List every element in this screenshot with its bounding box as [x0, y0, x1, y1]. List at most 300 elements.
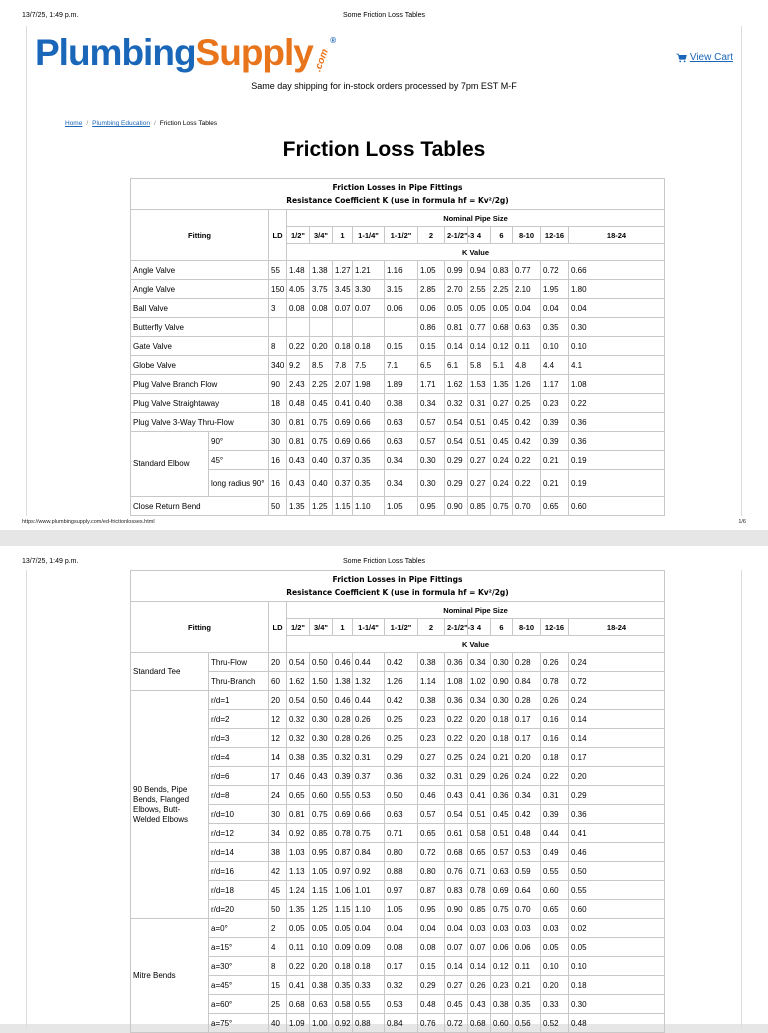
k-value: 0.07	[445, 938, 468, 957]
print-datetime: 13/7/25, 1:49 p.m.	[22, 12, 79, 19]
table-row	[131, 843, 665, 862]
k-value: 0.45	[491, 413, 513, 432]
k-value: 0.26	[541, 653, 569, 672]
k-value: 0.36	[569, 432, 665, 451]
k-value: 0.41	[287, 976, 310, 995]
k-value: 0.68	[287, 995, 310, 1014]
k-value: 0.17	[513, 729, 541, 748]
k-value: 0.68	[491, 318, 513, 337]
table-row	[131, 280, 665, 299]
k-value: 0.14	[569, 729, 665, 748]
table-row	[131, 1014, 665, 1033]
k-value: 0.72	[569, 672, 665, 691]
k-value: 0.22	[287, 957, 310, 976]
k-value: 0.46	[569, 843, 665, 862]
k-value: 0.28	[513, 653, 541, 672]
ld-value: 42	[269, 862, 287, 881]
k-value: 0.88	[353, 1014, 385, 1033]
k-value: 2.25	[491, 280, 513, 299]
k-value: 0.92	[287, 824, 310, 843]
k-value: 0.94	[468, 261, 491, 280]
fitting-group-name: Mitre Bends	[131, 919, 209, 1033]
fitting-group-name: Standard Tee	[131, 653, 209, 691]
fitting-subtype: Thru-Branch	[209, 672, 269, 691]
k-value: 0.60	[541, 881, 569, 900]
k-value: 2.55	[468, 280, 491, 299]
fitting-group-name: 90 Bends, Pipe Bends, Flanged Elbows, Butt-Welded Elbows	[131, 691, 209, 919]
k-value: 0.92	[353, 862, 385, 881]
k-value: 0.87	[418, 881, 445, 900]
k-value: 0.22	[569, 394, 665, 413]
breadcrumb-separator: /	[153, 120, 156, 127]
k-value: 0.43	[310, 767, 333, 786]
nominal-size-header: Nominal Pipe Size	[287, 210, 665, 227]
k-value: 1.00	[310, 1014, 333, 1033]
k-value: 0.26	[468, 976, 491, 995]
k-value: 0.30	[569, 318, 665, 337]
k-value: 5.8	[468, 356, 491, 375]
table-row	[131, 451, 665, 470]
k-value: 0.20	[468, 729, 491, 748]
k-value: 1.26	[385, 672, 418, 691]
k-value: 0.86	[418, 318, 445, 337]
size-header: 4	[468, 227, 491, 244]
k-value: 0.24	[491, 451, 513, 470]
k-value: 0.42	[385, 691, 418, 710]
k-value: 0.38	[491, 995, 513, 1014]
k-value: 0.29	[445, 451, 468, 470]
k-value: 3.45	[333, 280, 353, 299]
k-value	[385, 318, 418, 337]
k-value: 1.62	[287, 672, 310, 691]
k-value: 0.22	[513, 470, 541, 497]
k-value: 0.14	[445, 337, 468, 356]
k-value: 0.21	[513, 976, 541, 995]
fitting-name: Gate Valve	[131, 337, 269, 356]
header-row	[131, 602, 665, 619]
k-value: 1.15	[333, 900, 353, 919]
fitting-name: Plug Valve 3-Way Thru-Flow	[131, 413, 269, 432]
table-row	[131, 337, 665, 356]
ld-value: 30	[269, 432, 287, 451]
k-value: 0.44	[353, 653, 385, 672]
table-row	[131, 881, 665, 900]
k-value: 0.33	[541, 995, 569, 1014]
k-value: 0.78	[468, 881, 491, 900]
fitting-subtype: r/d=14	[209, 843, 269, 862]
k-value: 0.71	[468, 862, 491, 881]
table-caption	[131, 179, 665, 210]
k-value: 0.32	[445, 394, 468, 413]
breadcrumb-separator: /	[86, 120, 89, 127]
k-value: 0.40	[310, 470, 333, 497]
table-row	[131, 976, 665, 995]
k-value: 6.1	[445, 356, 468, 375]
fitting-name: Plug Valve Branch Flow	[131, 375, 269, 394]
table-caption-title: Friction Losses in Pipe Fittings	[332, 183, 463, 192]
k-value: 1.95	[541, 280, 569, 299]
k-value: 1.06	[333, 881, 353, 900]
k-value: 0.10	[569, 957, 665, 976]
ld-value: 17	[269, 767, 287, 786]
k-value: 0.53	[385, 995, 418, 1014]
k-value	[353, 318, 385, 337]
table-row	[131, 995, 665, 1014]
k-value: 0.17	[513, 710, 541, 729]
k-value: 0.97	[333, 862, 353, 881]
k-value: 0.11	[513, 337, 541, 356]
k-value: 4.1	[569, 356, 665, 375]
k-value: 0.05	[310, 919, 333, 938]
header-row	[131, 210, 665, 227]
k-value: 0.05	[569, 938, 665, 957]
k-value: 0.50	[310, 691, 333, 710]
k-value: 0.84	[513, 672, 541, 691]
k-value: 0.46	[333, 653, 353, 672]
k-value: 0.12	[491, 957, 513, 976]
k-value: 1.25	[310, 497, 333, 516]
k-value: 0.66	[353, 432, 385, 451]
k-value: 0.20	[310, 337, 333, 356]
k-value: 0.41	[569, 824, 665, 843]
fitting-subtype: r/d=8	[209, 786, 269, 805]
k-value: 0.65	[418, 824, 445, 843]
ld-value: 2	[269, 919, 287, 938]
k-value: 0.50	[385, 786, 418, 805]
k-value: 0.30	[310, 729, 333, 748]
breadcrumb-current: Friction Loss Tables	[159, 120, 218, 127]
table-row	[131, 261, 665, 280]
k-value: 0.29	[445, 470, 468, 497]
size-header: 6	[491, 227, 513, 244]
size-header: 4	[468, 619, 491, 636]
k-value: 1.50	[310, 672, 333, 691]
k-value: 7.8	[333, 356, 353, 375]
k-value: 0.84	[353, 843, 385, 862]
k-value: 0.34	[468, 653, 491, 672]
k-value: 0.10	[541, 337, 569, 356]
k-value: 1.25	[310, 900, 333, 919]
k-value: 0.65	[287, 786, 310, 805]
k-value: 0.31	[353, 748, 385, 767]
k-value: 0.04	[513, 299, 541, 318]
k-value: 0.43	[287, 451, 310, 470]
k-value: 4.8	[513, 356, 541, 375]
k-value: 0.37	[333, 470, 353, 497]
k-value: 0.50	[310, 653, 333, 672]
print-header	[0, 12, 768, 26]
k-value: 7.1	[385, 356, 418, 375]
table-row	[131, 862, 665, 881]
k-value: 0.31	[468, 394, 491, 413]
k-value: 1.15	[310, 881, 333, 900]
k-value: 0.32	[287, 710, 310, 729]
k-value: 1.03	[287, 843, 310, 862]
k-value: 0.29	[418, 976, 445, 995]
k-value: 0.29	[468, 767, 491, 786]
size-header: 12-16	[541, 619, 569, 636]
fitting-subtype: 90°	[209, 432, 269, 451]
k-value: 0.60	[569, 497, 665, 516]
k-value: 0.63	[385, 432, 418, 451]
ld-value: 24	[269, 786, 287, 805]
ld-value: 55	[269, 261, 287, 280]
fitting-subtype: r/d=1	[209, 691, 269, 710]
k-value: 1.10	[353, 900, 385, 919]
fitting-subtype: r/d=3	[209, 729, 269, 748]
k-value: 0.39	[541, 413, 569, 432]
k-value: 1.10	[353, 497, 385, 516]
k-value: 0.30	[491, 653, 513, 672]
k-value: 0.23	[541, 394, 569, 413]
ld-value: 20	[269, 691, 287, 710]
ld-value: 30	[269, 413, 287, 432]
fitting-subtype: a=75°	[209, 1014, 269, 1033]
k-value: 0.04	[418, 919, 445, 938]
table-row	[131, 672, 665, 691]
table-row	[131, 691, 665, 710]
kvalue-header: K Value	[287, 244, 665, 261]
k-value: 0.31	[445, 767, 468, 786]
k-value: 0.95	[418, 497, 445, 516]
k-value: 0.36	[385, 767, 418, 786]
page-content	[26, 26, 742, 516]
k-value: 0.18	[491, 729, 513, 748]
page-content	[26, 570, 742, 1030]
k-value: 0.83	[491, 261, 513, 280]
k-value: 0.50	[569, 862, 665, 881]
k-value: 0.16	[541, 729, 569, 748]
fitting-subtype: long radius 90°	[209, 470, 269, 497]
table-row	[131, 470, 665, 497]
k-value: 0.30	[418, 470, 445, 497]
k-value: 0.20	[310, 957, 333, 976]
k-value: 0.02	[569, 919, 665, 938]
k-value: 1.35	[491, 375, 513, 394]
size-header: 3/4"	[310, 227, 333, 244]
size-header: 8-10	[513, 227, 541, 244]
fitting-name: Globe Valve	[131, 356, 269, 375]
table-caption-title: Friction Losses in Pipe Fittings	[332, 575, 463, 584]
k-value: 0.36	[569, 413, 665, 432]
k-value: 0.41	[333, 394, 353, 413]
size-header: 1	[333, 619, 353, 636]
view-cart-link[interactable]	[676, 52, 733, 63]
k-value: 0.90	[445, 900, 468, 919]
k-value: 1.38	[333, 672, 353, 691]
k-value: 0.75	[353, 824, 385, 843]
table-row	[131, 653, 665, 672]
k-value: 0.15	[385, 337, 418, 356]
k-value: 2.10	[513, 280, 541, 299]
ld-header: LD	[269, 210, 287, 261]
k-value: 1.26	[513, 375, 541, 394]
k-value: 0.68	[468, 1014, 491, 1033]
k-value: 0.23	[418, 729, 445, 748]
k-value: 0.37	[333, 451, 353, 470]
k-value: 0.07	[353, 299, 385, 318]
k-value: 0.42	[513, 805, 541, 824]
k-value: 0.66	[569, 261, 665, 280]
k-value: 0.65	[468, 843, 491, 862]
print-title: Some Friction Loss Tables	[343, 558, 425, 565]
k-value: 0.25	[385, 710, 418, 729]
k-value: 0.20	[468, 710, 491, 729]
fitting-subtype: r/d=20	[209, 900, 269, 919]
k-value: 0.29	[569, 786, 665, 805]
k-value: 0.75	[310, 413, 333, 432]
k-value: 0.99	[445, 261, 468, 280]
size-header: 2-1/2"-3	[445, 227, 468, 244]
k-value: 0.32	[333, 748, 353, 767]
k-value: 0.19	[569, 470, 665, 497]
k-value	[310, 318, 333, 337]
page-title: Friction Loss Tables	[282, 138, 486, 161]
k-value: 0.51	[491, 824, 513, 843]
size-header: 8-10	[513, 619, 541, 636]
k-value: 0.51	[468, 805, 491, 824]
fitting-group-name: Standard Elbow	[131, 432, 209, 497]
logo-accent-text: Supply	[195, 32, 313, 73]
k-value: 0.38	[418, 691, 445, 710]
k-value: 0.52	[541, 1014, 569, 1033]
k-value: 0.70	[513, 900, 541, 919]
k-value: 0.81	[287, 805, 310, 824]
k-value: 0.35	[310, 748, 333, 767]
kvalue-header: K Value	[287, 636, 665, 653]
table-row	[131, 938, 665, 957]
site-logo[interactable]	[35, 32, 341, 74]
k-value: 0.24	[569, 691, 665, 710]
fitting-name: Angle Valve	[131, 261, 269, 280]
k-value: 7.5	[353, 356, 385, 375]
k-value: 0.51	[468, 413, 491, 432]
k-value: 0.03	[541, 919, 569, 938]
k-value: 0.80	[418, 862, 445, 881]
k-value: 0.34	[385, 451, 418, 470]
k-value: 0.42	[513, 413, 541, 432]
k-value: 0.77	[468, 318, 491, 337]
k-value: 0.48	[287, 394, 310, 413]
k-value: 0.53	[353, 786, 385, 805]
k-value: 2.70	[445, 280, 468, 299]
k-value: 0.35	[353, 470, 385, 497]
fitting-subtype: 45°	[209, 451, 269, 470]
k-value: 0.08	[385, 938, 418, 957]
k-value: 0.58	[468, 824, 491, 843]
k-value: 1.80	[569, 280, 665, 299]
k-value: 0.90	[491, 672, 513, 691]
k-value: 0.72	[418, 843, 445, 862]
k-value: 0.35	[513, 995, 541, 1014]
k-value: 0.60	[569, 900, 665, 919]
k-value: 0.45	[491, 805, 513, 824]
k-value: 0.54	[445, 432, 468, 451]
ld-value: 3	[269, 299, 287, 318]
ld-value: 16	[269, 470, 287, 497]
k-value: 0.07	[468, 938, 491, 957]
k-value: 0.46	[287, 767, 310, 786]
k-value: 0.63	[310, 995, 333, 1014]
k-value: 0.09	[353, 938, 385, 957]
k-value: 0.43	[287, 470, 310, 497]
k-value: 0.18	[569, 976, 665, 995]
k-value: 0.76	[445, 862, 468, 881]
k-value: 0.03	[491, 919, 513, 938]
k-value: 1.24	[287, 881, 310, 900]
k-value: 1.62	[445, 375, 468, 394]
k-value: 0.20	[513, 748, 541, 767]
k-value: 0.18	[353, 957, 385, 976]
k-value: 0.22	[445, 729, 468, 748]
k-value: 0.23	[418, 710, 445, 729]
k-value: 0.54	[287, 653, 310, 672]
k-value: 0.92	[333, 1014, 353, 1033]
k-value: 0.59	[513, 862, 541, 881]
k-value: 0.18	[353, 337, 385, 356]
k-value: 1.14	[418, 672, 445, 691]
ld-value: 50	[269, 900, 287, 919]
fitting-subtype: r/d=10	[209, 805, 269, 824]
k-value: 0.40	[353, 394, 385, 413]
fitting-subtype: r/d=4	[209, 748, 269, 767]
k-value: 1.05	[385, 497, 418, 516]
k-value: 0.69	[333, 432, 353, 451]
table-row	[131, 786, 665, 805]
k-value: 0.03	[468, 919, 491, 938]
k-value: 1.32	[353, 672, 385, 691]
k-value: 0.05	[287, 919, 310, 938]
size-header: 2	[418, 619, 445, 636]
k-value: 0.12	[491, 337, 513, 356]
size-header: 2-1/2"-3	[445, 619, 468, 636]
k-value: 0.20	[569, 767, 665, 786]
table-row	[131, 497, 665, 516]
k-value: 0.65	[541, 497, 569, 516]
k-value: 0.72	[541, 261, 569, 280]
size-header: 3/4"	[310, 619, 333, 636]
k-value: 0.21	[541, 451, 569, 470]
ld-header: LD	[269, 602, 287, 653]
k-value: 0.70	[513, 497, 541, 516]
k-value: 0.69	[333, 413, 353, 432]
k-value: 0.75	[491, 497, 513, 516]
size-header: 6	[491, 619, 513, 636]
breadcrumb-home[interactable]: Home	[65, 120, 83, 127]
k-value: 1.21	[353, 261, 385, 280]
table-row	[131, 767, 665, 786]
k-value: 1.05	[418, 261, 445, 280]
k-value: 6.5	[418, 356, 445, 375]
fitting-name: Angle Valve	[131, 280, 269, 299]
breadcrumb-plumbing-education[interactable]: Plumbing Education	[92, 120, 150, 127]
k-value: 0.68	[445, 843, 468, 862]
k-value: 1.08	[445, 672, 468, 691]
table-caption-row	[131, 571, 665, 602]
k-value: 0.14	[468, 337, 491, 356]
k-value: 0.44	[541, 824, 569, 843]
k-value: 8.5	[310, 356, 333, 375]
k-value: 0.04	[385, 919, 418, 938]
k-value: 0.38	[287, 748, 310, 767]
k-value: 0.27	[468, 470, 491, 497]
fitting-header: Fitting	[131, 210, 269, 261]
k-value: 0.14	[445, 957, 468, 976]
fitting-name: Butterfly Valve	[131, 318, 269, 337]
ld-value: 8	[269, 337, 287, 356]
friction-loss-table	[130, 178, 665, 516]
table-row	[131, 710, 665, 729]
